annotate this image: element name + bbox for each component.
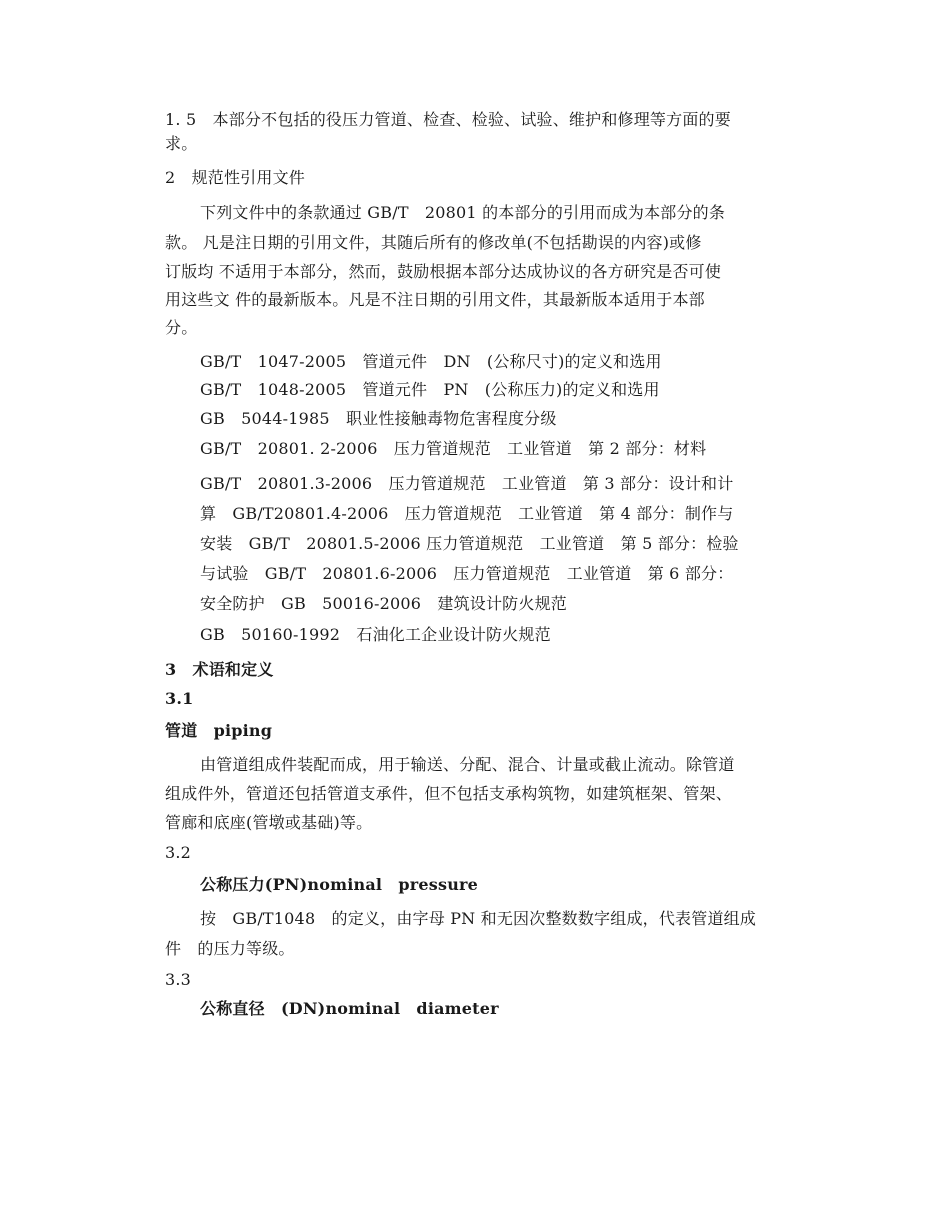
section-2-heading: 2 规范性引用文件 [165, 168, 305, 187]
definition-line: 管廊和底座(管墩或基础)等。 [165, 813, 373, 832]
section-3-heading: 3 术语和定义 [165, 660, 274, 679]
term-title: 公称压力(PN)nominal pressure [200, 875, 479, 894]
reference-item: GB/T 1047-2005 管道元件 DN (公称尺寸)的定义和选用 [200, 352, 662, 371]
reference-item: 安全防护 GB 50016-2006 建筑设计防火规范 [200, 594, 567, 613]
intro-paragraph-line: 下列文件中的条款通过 GB/T 20801 的本部分的引用而成为本部分的条 [200, 203, 726, 222]
reference-item: GB 50160-1992 石油化工企业设计防火规范 [200, 625, 551, 644]
section-1-5-line-2: 求。 [165, 134, 198, 153]
reference-item: GB 5044-1985 职业性接触毒物危害程度分级 [200, 409, 557, 428]
reference-item: 算 GB/T20801.4-2006 压力管道规范 工业管道 第 4 部分：制作与 [200, 504, 734, 523]
definition-line: 组成件外，管道还包括管道支承件，但不包括支承构筑物，如建筑框架、管架、 [165, 784, 733, 803]
intro-paragraph-line: 分。 [165, 318, 198, 337]
reference-item: GB/T 20801. 2-2006 压力管道规范 工业管道 第 2 部分：材料 [200, 439, 707, 458]
term-title: 管道 piping [165, 721, 273, 740]
intro-paragraph-line: 用这些文 件的最新版本。凡是不注日期的引用文件，其最新版本适用于本部 [165, 290, 705, 309]
intro-paragraph-line: 订版均 不适用于本部分，然而，鼓励根据本部分达成协议的各方研究是否可使 [165, 262, 722, 281]
term-title: 公称直径 (DN)nominal diameter [200, 999, 499, 1018]
term-number: 3.2 [165, 843, 192, 862]
reference-item: GB/T 1048-2005 管道元件 PN (公称压力)的定义和选用 [200, 380, 660, 399]
reference-item: 与试验 GB/T 20801.6-2006 压力管道规范 工业管道 第 6 部分： [200, 564, 734, 583]
term-number: 3.1 [165, 689, 194, 708]
definition-line: 按 GB/T1048 的定义，由字母 PN 和无因次整数数字组成，代表管道组成 [200, 909, 757, 928]
reference-item: GB/T 20801.3-2006 压力管道规范 工业管道 第 3 部分：设计和计 [200, 474, 734, 493]
intro-paragraph-line: 款。 凡是注日期的引用文件，其随后所有的修改单(不包括勘误的内容)或修 [165, 233, 702, 252]
definition-line: 由管道组成件装配而成，用于输送、分配、混合、计量或截止流动。除管道 [200, 755, 735, 774]
definition-line: 件 的压力等级。 [165, 939, 295, 958]
term-number: 3.3 [165, 970, 192, 989]
section-1-5-line-1: 1. 5 本部分不包括的役压力管道、检查、检验、试验、维护和修理等方面的要 [165, 110, 731, 129]
reference-item: 安装 GB/T 20801.5-2006 压力管道规范 工业管道 第 5 部分：检验 [200, 534, 739, 553]
